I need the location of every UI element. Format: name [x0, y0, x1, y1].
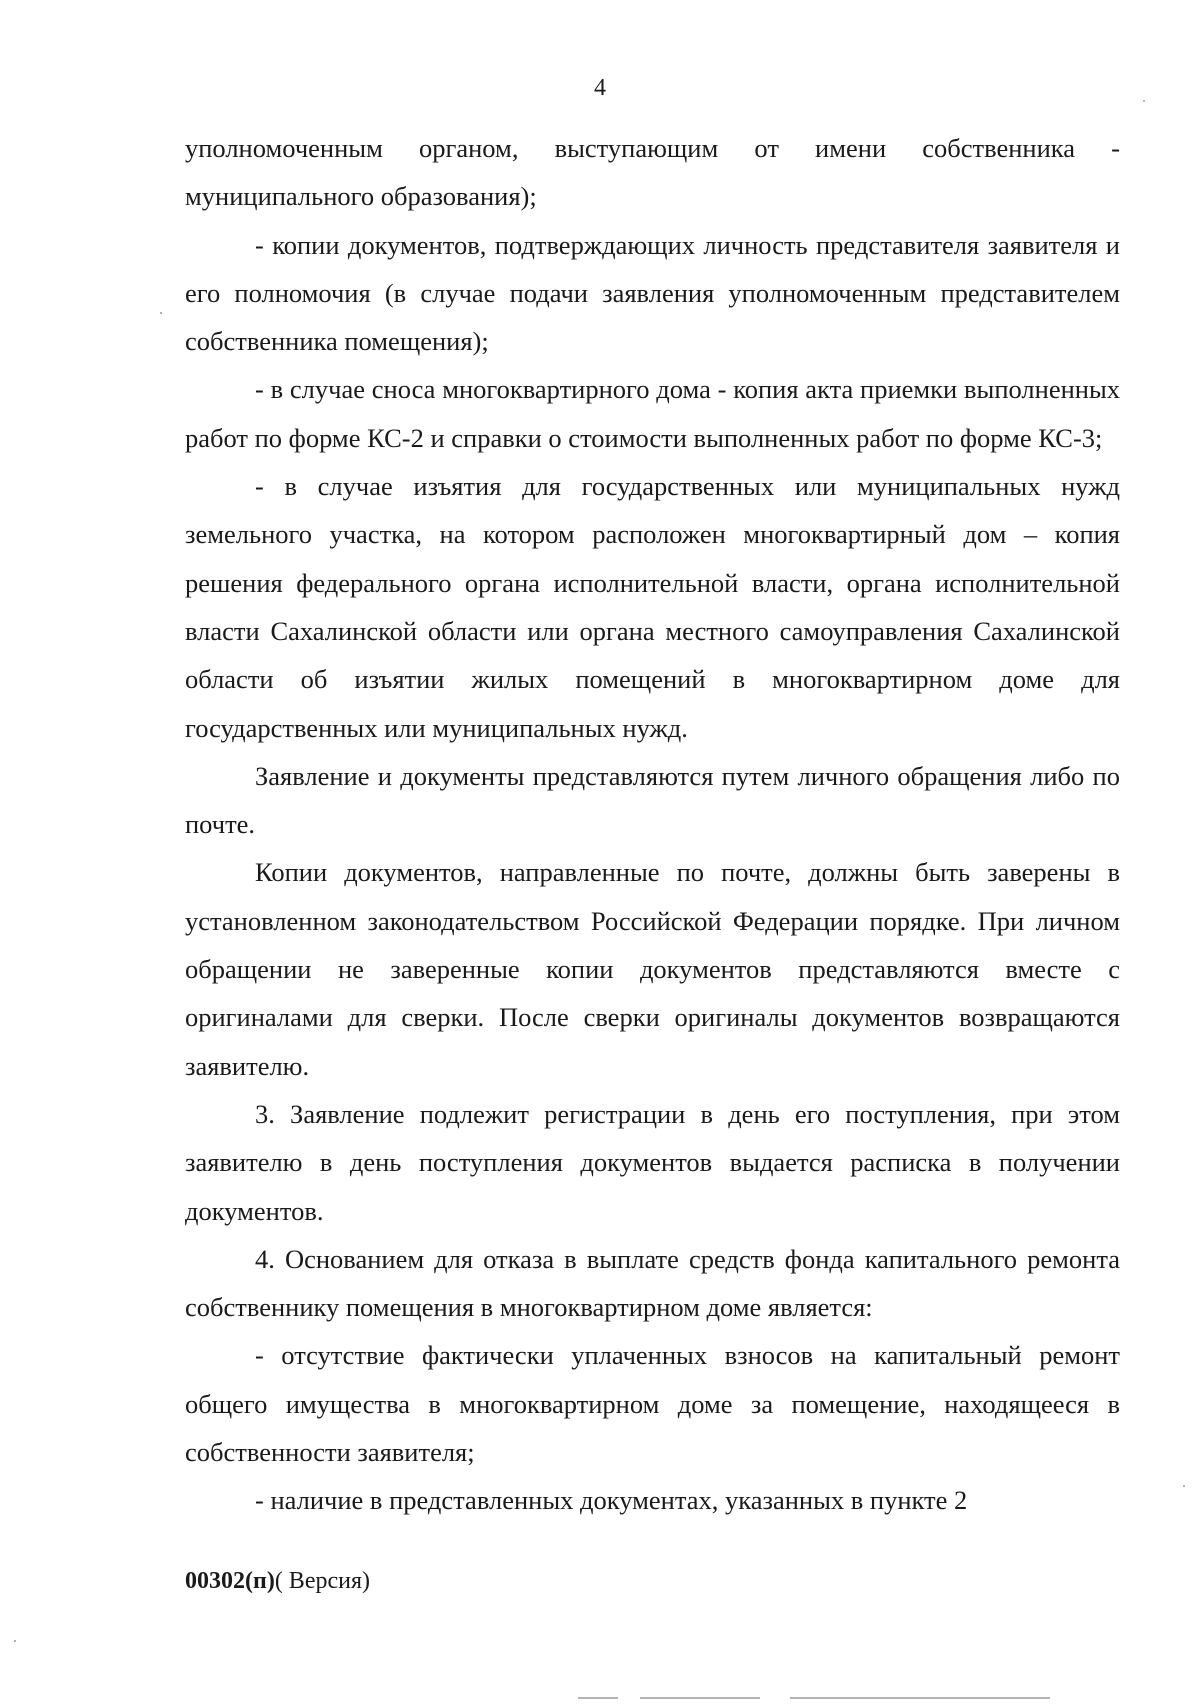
- document-version-label: ( Версия): [274, 1568, 370, 1594]
- paragraph-no-contributions: - отсутствие фактически уплаченных взносов на капитальный ремонт общего имущества в многоквартирном доме за помещение, находящееся в собственности заявителя;: [185, 1340, 1120, 1468]
- scan-speck: [160, 312, 162, 314]
- document-footer-code: [185, 1567, 370, 1595]
- scan-edge-line: [578, 1697, 618, 1699]
- paragraph-item-4-refusal-grounds: 4. Основанием для отказа в выплате средств фонда капитального ремонта собственнику помещения в многоквартирном доме является:: [185, 1243, 1120, 1323]
- paragraph-demolition-documents: - в случае сноса многоквартирного дома - копия акта приемки выполненных работ по форме КС-2 и справки о стоимости выполненных работ по форме КС-3;: [185, 374, 1120, 453]
- scan-speck: [1143, 100, 1145, 102]
- scan-edge-line: [640, 1697, 760, 1699]
- paragraph-submission-method: Заявление и документы представляются путем личного обращения либо по почте.: [185, 760, 1120, 840]
- scan-speck: [14, 1640, 16, 1642]
- scan-speck: [1183, 1485, 1185, 1487]
- document-code: 00302(п): [185, 1568, 275, 1594]
- document-body: [185, 124, 1120, 1525]
- paragraph-documents-issue: - наличие в представленных документах, указанных в пункте 2: [255, 1485, 968, 1516]
- paragraph-item-3-registration: 3. Заявление подлежит регистрации в день его поступления, при этом заявителю в день поступления документов выдается расписка в получении документов.: [185, 1098, 1120, 1226]
- paragraph-representative-documents: - копии документов, подтверждающих личность представителя заявителя и его полномочия (в случае подачи заявления уполномоченным представителем собственника помещения);: [185, 229, 1120, 357]
- paragraph-copy-certification: Копии документов, направленные по почте, должны быть заверены в установленном законодательством Российской Федерации порядке. При личном обращении не заверенные копии документов представляются вместе с оригиналами для сверки. После сверки оригиналы документов возвращаются заявителю.: [185, 857, 1120, 1081]
- scan-edge-line: [790, 1697, 1050, 1699]
- page-number: 4: [594, 75, 606, 101]
- paragraph-continuation: уполномоченным органом, выступающим от имени собственника - муниципального образования);: [185, 133, 1120, 212]
- paragraph-land-seizure-decision: - в случае изъятия для государственных или муниципальных нужд земельного участка, на котором расположен многоквартирный дом – копия решения федерального органа исполнительной власти, органа исполнительной власти Сахалинской области или органа местного самоуправления Сахалинской области об изъятии жилых помещений в многоквартирном доме для государственных или муниципальных нужд.: [185, 471, 1120, 743]
